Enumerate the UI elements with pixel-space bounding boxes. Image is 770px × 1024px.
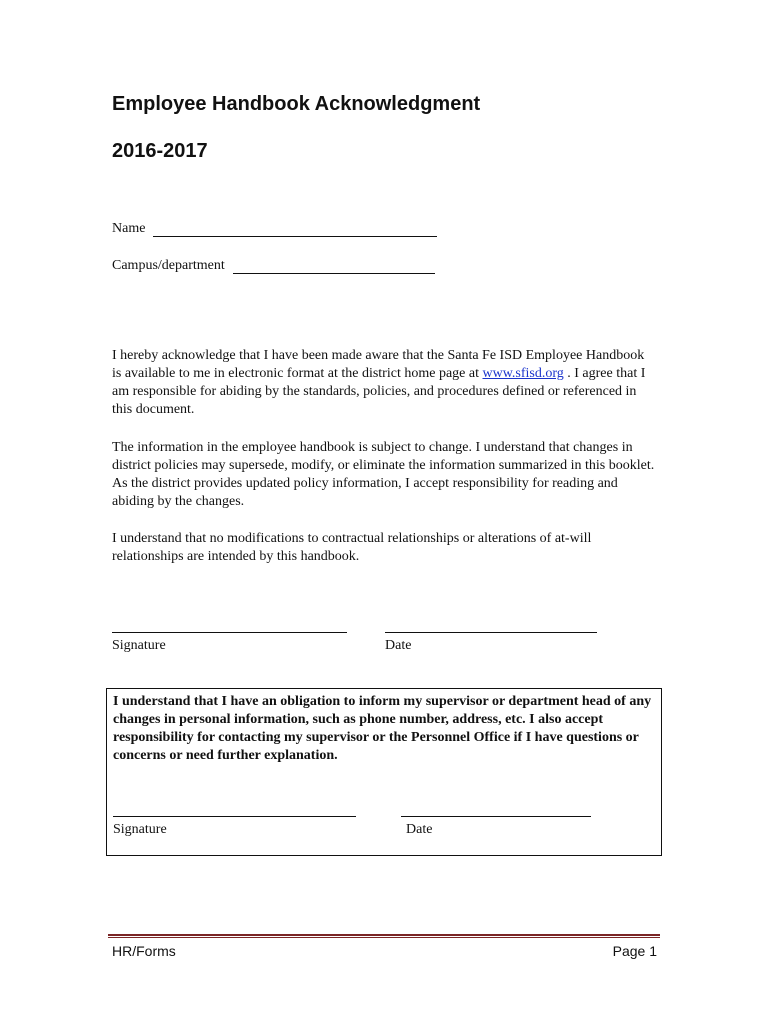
date-label: Date: [385, 638, 412, 653]
footer-divider: [108, 934, 660, 936]
document-year: 2016-2017: [112, 140, 208, 162]
name-label: Name: [112, 221, 146, 236]
contractual-paragraph: I understand that no modifications to contractual relationships or alterations of at-will relationships are intended by this handbook.: [112, 531, 592, 564]
p1-text-end: . I agree that I am responsible for abiding by the standards, policies, and procedures defined or referenced in this document.: [112, 366, 646, 417]
name-input-line[interactable]: [153, 222, 437, 237]
footer-section-label: HR/Forms: [112, 943, 176, 959]
policy-change-paragraph: The information in the employee handbook is subject to change. I understand that changes in district policies may supersede, modify, or eliminate the information summarized in this booklet. As the district provides updated policy information, I accept responsibility for reading and abiding by the changes.: [112, 440, 655, 509]
campus-input-line[interactable]: [233, 259, 435, 274]
notice-signature-line[interactable]: [113, 816, 356, 817]
notice-date-line[interactable]: [401, 816, 591, 817]
date-line[interactable]: [385, 632, 597, 633]
p1-text-start: I hereby acknowledge that I have been made aware that the Santa Fe ISD Employee Handbook is available to me in electronic format at the district home page at: [112, 348, 645, 381]
footer-divider-thin: [108, 937, 660, 938]
signature-label: Signature: [112, 638, 166, 653]
district-website-link[interactable]: www.sfisd.org: [482, 366, 564, 381]
page-number: Page 1: [612, 943, 657, 959]
campus-label: Campus/department: [112, 258, 225, 273]
personal-info-notice-box: [106, 688, 662, 856]
signature-line[interactable]: [112, 632, 347, 633]
campus-field-row: [112, 258, 435, 274]
document-title: Employee Handbook Acknowledgment: [112, 93, 481, 115]
name-field-row: [112, 221, 437, 237]
acknowledgment-paragraph: [112, 347, 657, 419]
notice-text: I understand that I have an obligation to inform my supervisor or department head of any changes in personal information, such as phone number, address, etc. I also accept responsibility for contacting my supervisor or the Personnel Office if I have questions or concerns or need further explanation.: [113, 694, 652, 763]
notice-date-label: Date: [406, 822, 433, 837]
notice-signature-label: Signature: [113, 822, 167, 837]
